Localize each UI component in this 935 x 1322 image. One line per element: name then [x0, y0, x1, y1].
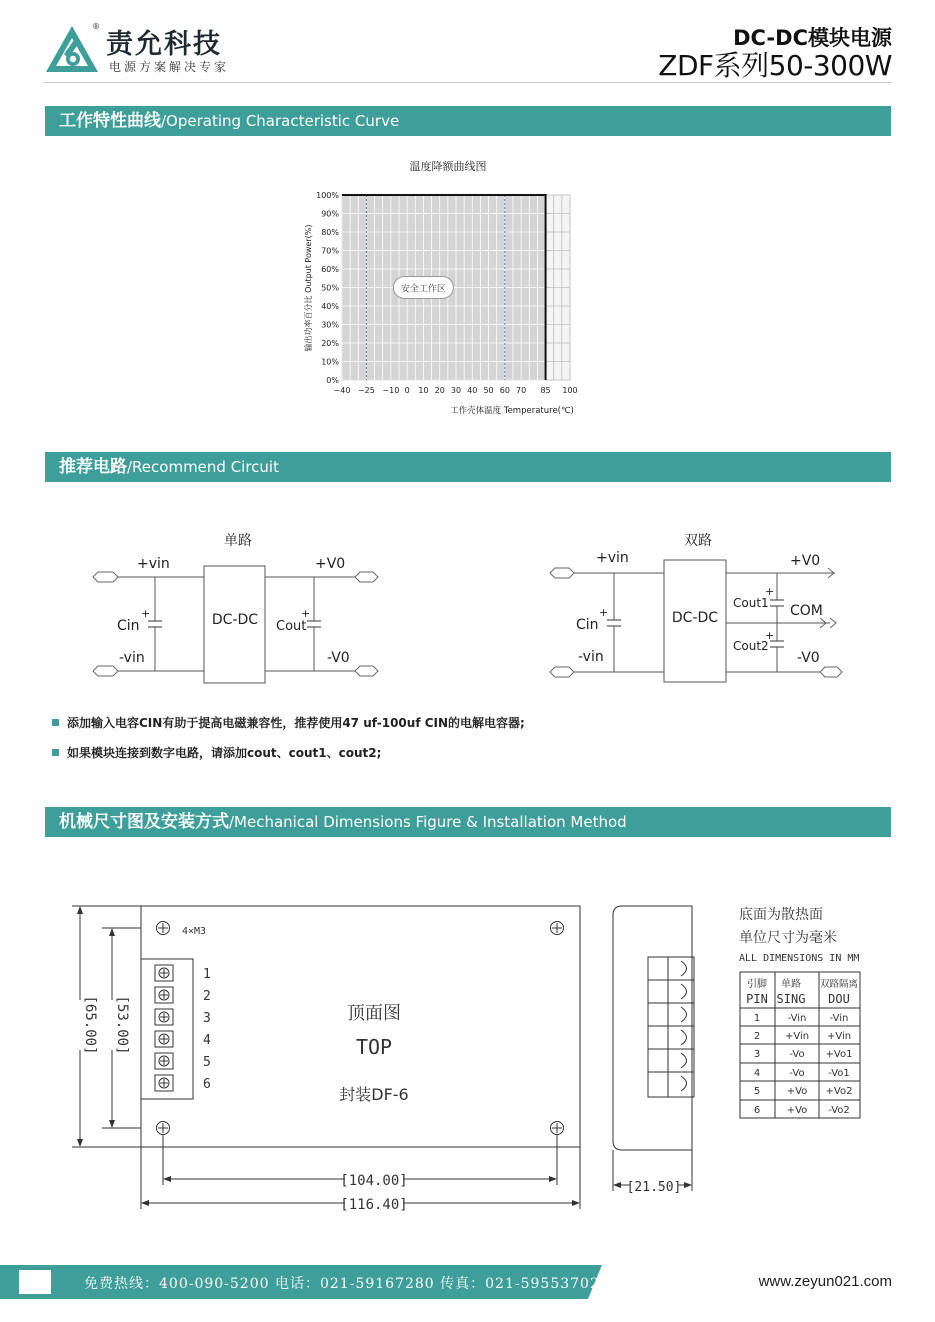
label-plus: + — [765, 629, 775, 642]
pin-table-cell: 2 — [753, 1031, 761, 1042]
pin-table-cell: -Vo — [789, 1068, 805, 1079]
y-tick-label: 10% — [321, 357, 339, 367]
x-tick-label: 20 — [434, 386, 445, 395]
dual-output-circuit — [540, 525, 850, 695]
product-series: ZDF系列50-300W — [658, 49, 892, 82]
top-view-label-cn: 顶面图 — [347, 1003, 401, 1024]
section-title-cn: 工作特性曲线 — [59, 111, 161, 131]
dual-circuit-title: 双路 — [684, 533, 712, 549]
pin-number: 3 — [203, 1011, 211, 1026]
label-vo-pos: +V0 — [315, 556, 346, 572]
pin-number: 6 — [203, 1077, 211, 1092]
terminal-icon — [355, 572, 378, 582]
pin-table-cell: -Vin — [829, 1013, 849, 1024]
pin-table-cell: 3 — [753, 1049, 761, 1060]
y-tick-label: 40% — [321, 302, 339, 311]
pin-number: 5 — [203, 1055, 211, 1070]
y-tick-label: 50% — [321, 283, 339, 293]
x-tick-label: 50 — [483, 386, 494, 395]
pin-table-header: SING — [776, 992, 806, 1006]
terminal-icon — [355, 666, 378, 676]
section-title-en: /Mechanical Dimensions Figure & Installation Method — [229, 813, 627, 831]
terminal-screw-icon — [155, 1075, 173, 1091]
x-tick-label: 30 — [450, 386, 462, 395]
chart-y-axis-label: 输出功率百分比 Output Power(%) — [304, 224, 313, 352]
label-plus: + — [599, 606, 609, 619]
x-tick-label: 40 — [467, 386, 478, 395]
derating-chart — [290, 150, 600, 425]
label-cout: Cout — [276, 619, 307, 634]
y-tick-label: 90% — [321, 209, 339, 219]
label-plus: + — [765, 585, 775, 598]
side-view-outline — [613, 906, 692, 1150]
note-item: 添加输入电容CIN有助于提高电磁兼容性，推荐使用47 uf-100uf CIN的电解电容器; — [52, 714, 525, 731]
terminal-icon — [820, 667, 842, 677]
top-view-label-en: TOP — [355, 1035, 393, 1059]
mount-hole-icon — [551, 1122, 564, 1135]
pin-table-cell: -Vin — [787, 1013, 807, 1024]
label-vin-pos: +vin — [137, 556, 170, 572]
x-tick-label: −10 — [382, 386, 400, 395]
pin-table-cell: +Vo — [786, 1086, 808, 1097]
y-tick-label: 0% — [326, 376, 339, 385]
dim-note-1: 底面为散热面 — [739, 907, 823, 923]
x-tick-label: −40 — [333, 386, 351, 395]
mount-label: 4×M3 — [182, 926, 207, 937]
chevron-right-icon — [830, 618, 836, 628]
x-tick-label: 70 — [516, 386, 527, 395]
x-tick-label: 0 — [404, 386, 410, 395]
section-title-cn: 推荐电路 — [59, 457, 127, 477]
dim-depth: [21.50] — [626, 1180, 682, 1195]
y-tick-label: 70% — [321, 246, 339, 256]
y-tick-label: 30% — [321, 320, 339, 330]
terminal-screw-icon — [155, 1031, 173, 1047]
label-module: DC-DC — [211, 612, 259, 628]
label-vin-pos: +vin — [596, 550, 629, 566]
pin-table-cell: 5 — [753, 1086, 761, 1097]
pin-table-area — [735, 900, 865, 1125]
note-item: 如果模块连接到数字电路，请添加cout、cout1、cout2; — [52, 744, 381, 761]
dim-width-outer: [116.40] — [340, 1197, 408, 1213]
pin-table-cell: +Vo2 — [825, 1086, 853, 1097]
dim-height-outer: [65.00] — [82, 995, 98, 1055]
company-tagline: 电源方案解决专家 — [109, 60, 230, 74]
pin-number: 1 — [203, 967, 211, 982]
pin-table-header: PIN — [746, 992, 768, 1006]
mount-hole-icon — [157, 1122, 170, 1135]
label-com: COM — [790, 603, 823, 619]
dim-note-3: ALL DIMENSIONS IN MM — [739, 953, 860, 964]
dim-height-inner: [53.00] — [114, 995, 130, 1055]
y-tick-label: 100% — [316, 191, 339, 200]
label-cout2: Cout2 — [733, 639, 769, 653]
label-cin: Cin — [576, 617, 599, 633]
footer-contact: 免费热线：400-090-5200 电话：021-59167280 传真：021-59553702 — [84, 1276, 600, 1292]
section-header-mechanical — [45, 807, 891, 837]
company-name: 责允科技 — [106, 29, 222, 60]
label-vo-pos: +V0 — [790, 553, 821, 569]
section-header-curve — [45, 106, 891, 136]
pin-table-cell: -Vo2 — [828, 1105, 850, 1116]
pin-table-header: DOU — [828, 992, 850, 1006]
terminal-icon — [93, 572, 118, 582]
label-vo-neg: -V0 — [797, 650, 820, 666]
top-view-outline — [141, 906, 580, 1147]
mechanical-drawing — [60, 895, 710, 1225]
single-circuit-title: 单路 — [224, 533, 252, 549]
dim-note-2: 单位尺寸为毫米 — [739, 930, 837, 946]
pin-table-header: 引脚 — [747, 979, 767, 990]
section-title-en: /Recommend Circuit — [127, 458, 279, 476]
side-terminal-block — [648, 957, 694, 1097]
terminal-screw-icon — [155, 1009, 173, 1025]
pin-table-header: 双路隔离 — [819, 979, 859, 990]
y-tick-label: 80% — [321, 228, 339, 237]
y-tick-label: 60% — [321, 265, 339, 274]
label-cin: Cin — [117, 618, 140, 634]
single-output-circuit — [85, 525, 395, 695]
label-vo-neg: -V0 — [327, 650, 350, 666]
section-header-circuit — [45, 452, 891, 482]
label-vin-neg: -vin — [119, 650, 145, 666]
pin-table-cell: -Vo — [789, 1049, 805, 1060]
product-line: DC-DC模块电源 — [733, 26, 892, 50]
section-title-en: /Operating Characteristic Curve — [161, 112, 400, 130]
terminal-strip — [141, 959, 193, 1099]
pin-number: 2 — [203, 989, 211, 1004]
y-tick-label: 20% — [321, 339, 339, 348]
pin-table-cell: 4 — [753, 1068, 761, 1079]
terminal-icon — [93, 666, 118, 676]
x-tick-label: 10 — [418, 386, 429, 395]
label-plus: + — [301, 607, 311, 620]
annotation-label: 安全工作区 — [400, 284, 446, 295]
x-tick-label: −25 — [357, 386, 375, 395]
terminal-icon — [550, 667, 574, 677]
pin-table-cell: -Vo1 — [828, 1068, 850, 1079]
footer-logo-block — [19, 1270, 51, 1294]
chart-x-axis-label: 工作壳体温度 Temperature(℃) — [450, 406, 574, 416]
mount-hole-icon — [157, 922, 170, 935]
chart-title: 温度降额曲线图 — [409, 160, 487, 173]
dim-width-inner: [104.00] — [340, 1173, 408, 1189]
header-divider — [43, 82, 892, 83]
pin-table-cell: +Vo1 — [825, 1049, 853, 1060]
pin-table-cell: 1 — [753, 1013, 761, 1024]
package-label: 封装DF-6 — [339, 1085, 409, 1104]
pin-table-cell: +Vin — [784, 1031, 810, 1042]
x-tick-label: 60 — [499, 386, 510, 395]
terminal-screw-icon — [155, 987, 173, 1003]
pin-table-cell: +Vo — [786, 1105, 808, 1116]
section-title-cn: 机械尺寸图及安装方式 — [59, 812, 229, 832]
pin-table-cell: 6 — [753, 1105, 761, 1116]
label-cout1: Cout1 — [733, 596, 769, 610]
x-tick-label: 85 — [540, 386, 551, 395]
label-vin-neg: -vin — [578, 649, 604, 665]
pin-table-cell: +Vin — [826, 1031, 852, 1042]
registered-mark: ® — [92, 22, 100, 31]
terminal-screw-icon — [155, 965, 173, 981]
company-logo-icon — [44, 24, 100, 74]
pin-number: 4 — [203, 1033, 211, 1048]
label-module: DC-DC — [671, 610, 719, 626]
pin-table-header: 单路 — [781, 979, 801, 990]
footer-url[interactable]: www.zeyun021.com — [758, 1273, 892, 1290]
label-plus: + — [141, 607, 151, 620]
terminal-icon — [550, 568, 574, 578]
terminal-screw-icon — [155, 1053, 173, 1069]
mount-hole-icon — [551, 922, 564, 935]
x-tick-label: 100 — [562, 386, 578, 395]
